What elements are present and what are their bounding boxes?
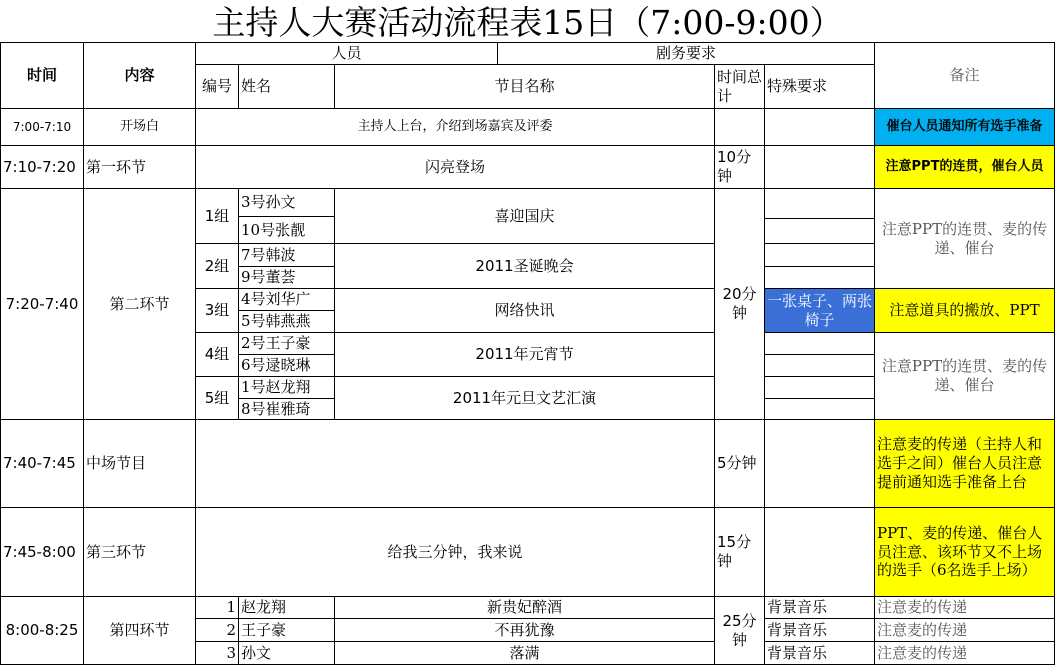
member-name: 9号董荟 (238, 266, 335, 289)
round4-no: 1 (195, 596, 239, 619)
round4-program: 不再犹豫 (334, 618, 715, 642)
header-no: 编号 (195, 64, 239, 109)
round2-content: 第二环节 (83, 188, 196, 420)
opening-content: 开场白 (83, 108, 196, 146)
round4-time: 8:00-8:25 (0, 596, 84, 665)
round1-remarks: 注意PPT的连贯，催台人员 (874, 145, 1055, 189)
opening-duration (714, 108, 765, 146)
special-cell (764, 243, 875, 267)
member-name: 2号王子豪 (238, 332, 335, 355)
member-name: 8号崔雅琦 (238, 398, 335, 420)
intermission-program (195, 419, 715, 508)
header-program: 节目名称 (334, 64, 715, 109)
intermission-content: 中场节目 (83, 419, 196, 508)
header-duration: 时间总计 (714, 64, 765, 109)
round1-program: 闪亮登场 (195, 145, 715, 189)
round4-no: 3 (195, 641, 239, 665)
opening-remarks: 催台人员通知所有选手准备 (874, 108, 1055, 146)
header-remarks: 备注 (874, 42, 1055, 109)
round4-remarks: 注意麦的传递 (874, 618, 1055, 642)
intermission-remarks: 注意麦的传递（主持人和选手之间）催台人员注意提前通知选手准备上台 (874, 419, 1055, 508)
header-name: 姓名 (238, 64, 335, 109)
group-program: 网络快讯 (334, 288, 715, 333)
intermission-special (764, 419, 875, 508)
round1-content: 第一环节 (83, 145, 196, 189)
member-name: 4号刘华广 (238, 288, 335, 311)
member-name: 6号逯晓琳 (238, 354, 335, 377)
round4-special: 背景音乐 (764, 596, 875, 619)
member-name: 3号孙文 (238, 188, 335, 217)
round2-remark-a: 注意PPT的连贯、麦的传递、催台 (874, 188, 1055, 289)
opening-special (764, 108, 875, 146)
group-no: 2组 (195, 243, 239, 289)
round2-remark-b: 注意道具的搬放、PPT (874, 288, 1055, 333)
special-cell (764, 376, 875, 399)
round1-special (764, 145, 875, 189)
member-name: 7号韩波 (238, 243, 335, 267)
round4-name: 孙文 (238, 641, 335, 665)
round1-duration: 10分钟 (714, 145, 765, 189)
intermission-time: 7:40-7:45 (0, 419, 84, 508)
group-no: 4组 (195, 332, 239, 377)
special-cell (764, 266, 875, 289)
round4-program: 新贵妃醉酒 (334, 596, 715, 619)
member-name: 1号赵龙翔 (238, 376, 335, 399)
member-name: 5号韩燕燕 (238, 310, 335, 333)
round3-special (764, 507, 875, 597)
group-program: 喜迎国庆 (334, 188, 715, 244)
group-program: 2011年元宵节 (334, 332, 715, 377)
round1-time: 7:10-7:20 (0, 145, 84, 189)
member-name: 10号张靓 (238, 216, 335, 244)
group-no: 1组 (195, 188, 239, 244)
round2-time: 7:20-7:40 (0, 188, 84, 420)
special-cell (764, 332, 875, 355)
page-title: 主持人大赛活动流程表15日（7:00-9:00） (212, 3, 843, 42)
group-program: 2011年元旦文艺汇演 (334, 376, 715, 420)
round4-no: 2 (195, 618, 239, 642)
header-requirements: 剧务要求 (497, 42, 875, 65)
round4-content: 第四环节 (83, 596, 196, 665)
header-time: 时间 (0, 42, 84, 109)
round2-duration: 20分钟 (714, 188, 765, 420)
intermission-duration: 5分钟 (714, 419, 765, 508)
opening-program: 主持人上台，介绍到场嘉宾及评委 (195, 108, 715, 146)
round4-special: 背景音乐 (764, 618, 875, 642)
round3-content: 第三环节 (83, 507, 196, 597)
special-group3: 一张桌子、两张椅子 (764, 288, 875, 333)
round3-time: 7:45-8:00 (0, 507, 84, 597)
special-cell (764, 354, 875, 377)
group-program: 2011圣诞晚会 (334, 243, 715, 289)
header-personnel: 人员 (195, 42, 498, 65)
round4-name: 王子豪 (238, 618, 335, 642)
opening-time: 7:00-7:10 (0, 108, 84, 146)
special-cell (764, 218, 875, 244)
round3-duration: 15分钟 (714, 507, 765, 597)
round4-program: 落满 (334, 641, 715, 665)
round4-remarks: 注意麦的传递 (874, 641, 1055, 665)
header-special: 特殊要求 (764, 64, 875, 109)
round4-name: 赵龙翔 (238, 596, 335, 619)
header-content: 内容 (83, 42, 196, 109)
special-cell (764, 188, 875, 219)
round4-special: 背景音乐 (764, 641, 875, 665)
group-no: 5组 (195, 376, 239, 420)
round2-remark-c: 注意PPT的连贯、麦的传递、催台 (874, 332, 1055, 420)
round4-remarks: 注意麦的传递 (874, 596, 1055, 619)
special-cell (764, 398, 875, 420)
round3-program: 给我三分钟，我来说 (195, 507, 715, 597)
round4-duration: 25分钟 (714, 596, 765, 665)
round3-remarks: PPT、麦的传递、催台人员注意、该环节又不上场的选手（6名选手上场） (874, 507, 1055, 597)
group-no: 3组 (195, 288, 239, 333)
